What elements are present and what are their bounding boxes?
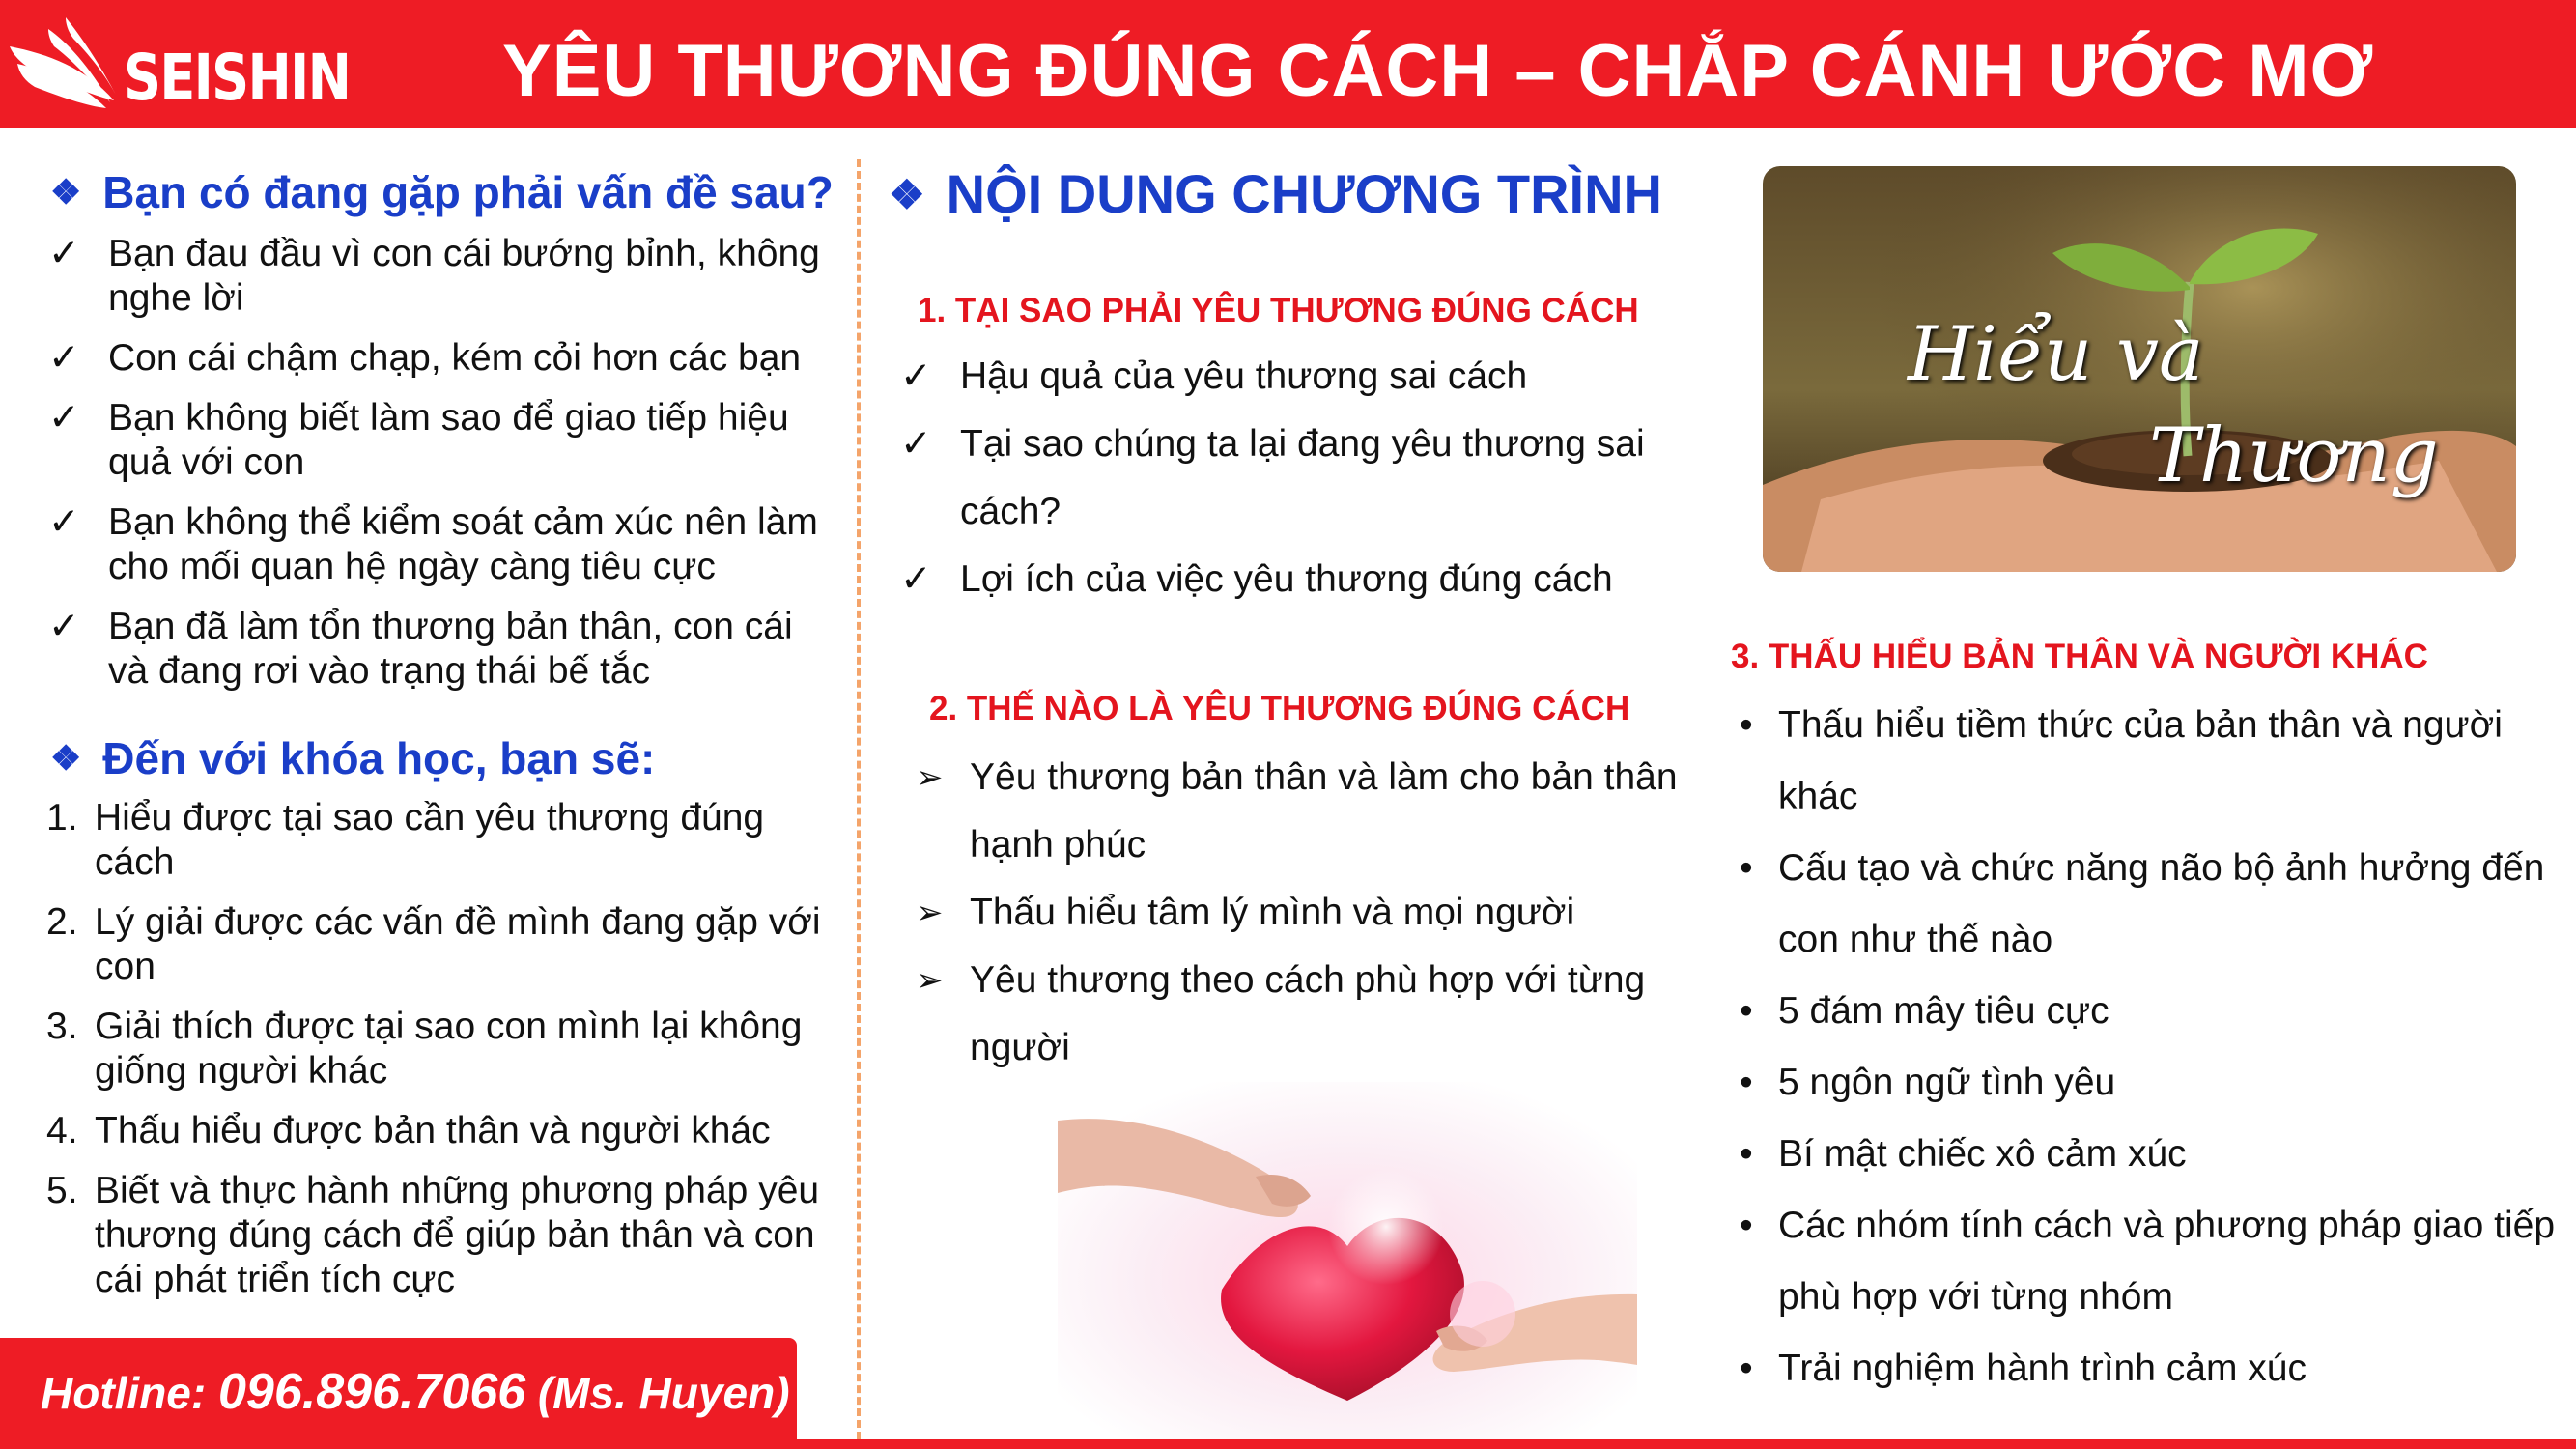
list-item: • 5 ngôn ngữ tình yêu xyxy=(1736,1047,2557,1119)
list-item: 5. Biết và thực hành những phương pháp yêu thương đúng cách để giúp bản thân và con cái phát triển tích cực xyxy=(46,1170,820,1300)
hands-heart-image xyxy=(1058,1082,1637,1439)
column-divider xyxy=(857,159,861,1439)
benefits-list xyxy=(46,796,829,1318)
part3-list xyxy=(1736,690,2557,1405)
dot-icon: • xyxy=(1740,1348,1753,1389)
wings-icon xyxy=(10,17,118,108)
part1-list xyxy=(900,343,1692,613)
list-item: ✓ Con cái chậm chạp, kém cỏi hơn các bạn xyxy=(48,337,802,379)
arrowhead-icon: ➢ xyxy=(916,759,944,796)
list-item: 2. Lý giải được các vấn đề mình đang gặp với con xyxy=(46,901,821,987)
dot-icon: • xyxy=(1740,1062,1753,1103)
part1-title: 1. TẠI SAO PHẢI YÊU THƯƠNG ĐÚNG CÁCH xyxy=(918,292,1639,329)
check-icon: ✓ xyxy=(48,337,80,379)
list-item: ✓ Bạn đã làm tổn thương bản thân, con cái và đang rơi vào trạng thái bế tắc xyxy=(48,606,793,692)
list-item: • Cấu tạo và chức năng não bộ ảnh hưởng đến con như thế nào xyxy=(1736,833,2557,976)
list-item: • Bí mật chiếc xô cảm xúc xyxy=(1736,1119,2557,1190)
hotline-number[interactable]: 096.896.7066 xyxy=(217,1364,526,1420)
seedling-caption-line2: Thương xyxy=(2149,412,2439,499)
check-icon: ✓ xyxy=(48,233,80,274)
list-item: ✓ Hậu quả của yêu thương sai cách xyxy=(900,343,1692,411)
problems-heading xyxy=(50,166,834,218)
brand-name: SEISHIN xyxy=(124,41,351,115)
dot-icon: • xyxy=(1740,704,1753,746)
list-item: 4. Thấu hiểu được bản thân và người khác xyxy=(46,1110,771,1151)
footer-rule xyxy=(0,1439,2576,1449)
benefits-heading-text: Đến với khóa học, bạn sẽ: xyxy=(102,733,656,783)
check-icon: ✓ xyxy=(48,397,80,439)
list-item: ➢ Yêu thương theo cách phù hợp với từng người xyxy=(910,947,1665,1082)
diamond-bullet-icon: ❖ xyxy=(50,172,82,212)
check-icon: ✓ xyxy=(900,558,932,600)
check-icon: ✓ xyxy=(48,501,80,543)
list-item: • Trải nghiệm hành trình cảm xúc xyxy=(1736,1333,2557,1405)
problems-list xyxy=(48,232,821,709)
dot-icon: • xyxy=(1740,990,1753,1032)
list-item: • Thấu hiểu tiềm thức của bản thân và người khác xyxy=(1736,690,2532,833)
problems-heading-text: Bạn có đang gặp phải vấn đề sau? xyxy=(102,167,834,217)
hotline-banner xyxy=(0,1338,797,1439)
check-icon: ✓ xyxy=(900,355,932,397)
benefits-heading xyxy=(50,732,655,784)
list-item: 3. Giải thích được tại sao con mình lại không giống người khác xyxy=(46,1006,803,1092)
seedling-image xyxy=(1763,166,2516,572)
seedling-caption-line1: Hiểu và xyxy=(1908,311,2204,398)
program-heading-text: NỘI DUNG CHƯƠNG TRÌNH xyxy=(946,163,1662,224)
arrowhead-icon: ➢ xyxy=(916,962,944,999)
check-icon: ✓ xyxy=(900,423,932,465)
list-item: ✓ Bạn không thể kiểm soát cảm xúc nên làm cho mối quan hệ ngày càng tiêu cực xyxy=(48,501,818,587)
list-item: ✓ Lợi ích của việc yêu thương đúng cách xyxy=(900,546,1692,613)
list-item: ➢ Yêu thương bản thân và làm cho bản thân hạnh phúc xyxy=(910,744,1683,879)
list-item: 1. Hiểu được tại sao cần yêu thương đúng cách xyxy=(46,797,765,883)
list-item: ✓ Bạn đau đầu vì con cái bướng bỉnh, không nghe lời xyxy=(48,233,820,319)
list-item: ✓ Bạn không biết làm sao để giao tiếp hiệu quả với con xyxy=(48,397,789,483)
hotline-text: Hotline: 096.896.7066 (Ms. Huyen) xyxy=(41,1364,790,1420)
diamond-bullet-icon: ❖ xyxy=(50,738,82,778)
part2-list xyxy=(910,744,1683,1082)
list-item: • Các nhóm tính cách và phương pháp giao tiếp phù hợp với từng nhóm xyxy=(1736,1190,2557,1333)
dot-icon: • xyxy=(1740,1205,1753,1246)
list-item: • 5 đám mây tiêu cực xyxy=(1736,976,2557,1047)
program-heading xyxy=(889,162,1662,225)
check-icon: ✓ xyxy=(48,606,80,647)
dot-icon: • xyxy=(1740,847,1753,889)
list-item: ➢ Thấu hiểu tâm lý mình và mọi người xyxy=(910,879,1683,947)
list-item: ✓ Tại sao chúng ta lại đang yêu thương sai cách? xyxy=(900,411,1656,546)
heart-icon xyxy=(1058,1082,1637,1439)
part3-title: 3. THẤU HIỂU BẢN THÂN VÀ NGƯỜI KHÁC xyxy=(1731,638,2428,675)
part2-title: 2. THẾ NÀO LÀ YÊU THƯƠNG ĐÚNG CÁCH xyxy=(929,690,1630,727)
page-title: YÊU THƯƠNG ĐÚNG CÁCH – CHẮP CÁNH ƯỚC MƠ xyxy=(502,30,2374,112)
dot-icon: • xyxy=(1740,1133,1753,1175)
arrowhead-icon: ➢ xyxy=(916,895,944,931)
diamond-bullet-icon: ❖ xyxy=(889,172,925,217)
header-bar xyxy=(0,0,2576,128)
